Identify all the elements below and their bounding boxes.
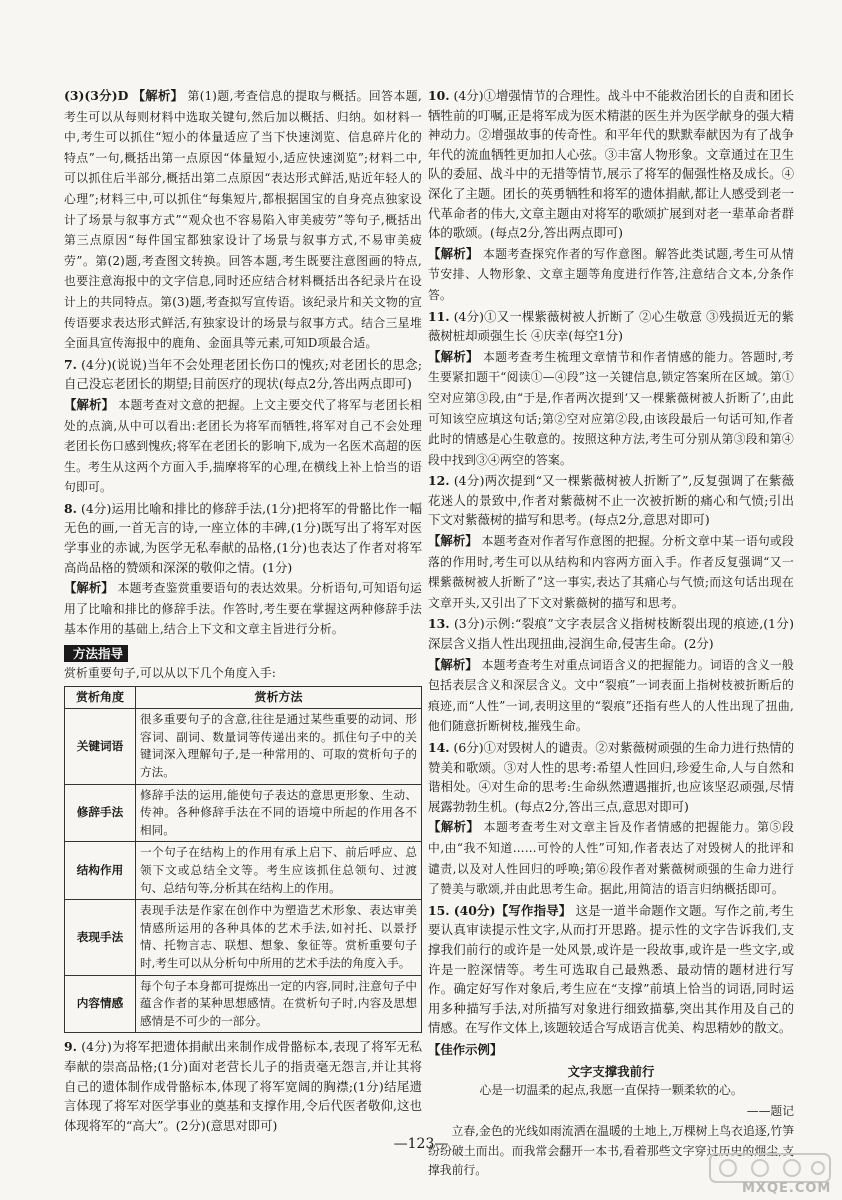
table-header-row (65, 686, 422, 709)
q12-answer (428, 471, 794, 530)
analysis-tag: 【解析】 (428, 656, 478, 672)
row-desc: 一个句子在结构上的作用有承上启下、前后呼应、总领下文或总结全文等。考生应该抓住总领句、过渡句、总结句等,分析其在结构上的作用。 (136, 842, 422, 900)
q7-answer-text: (4分)(说说)当年不会处理老团长伤口的愧疚;对老团长的思念;自己没忘老团长的期望;目前医疗的现状(每点2分,答出两点即可) (64, 356, 422, 392)
q14-answer (428, 738, 794, 816)
table-row (65, 842, 422, 900)
q12-analysis: 本题考查对作者写作意图的把握。分析文章中某一语句或段落的作用时,考生可以从结构和内容两方面入手。作者反复强调“又一棵紫薇树被人折断了”这一事实,表达了其痛心与气愤;而这句话出现在文章开头,又引出了下文对紫薇树的描写和思考。 (428, 534, 794, 610)
watermark-text: MXQE.COM (742, 1181, 832, 1196)
q14-answer-text: (6分)①对毁树人的谴责。②对紫薇树顽强的生命力进行热情的赞美和歌颂。③对人性的思考:希望人性回归,珍爱生命,人与自然和谐相处。④对生命的思考:生命纵然遭遇摧折,也应该坚忍顽强,尽情展露勃勃生机。(每点2分,答出三点,意思对即可) (428, 740, 794, 814)
method-intro: 赏析重要句子,可以从以下几个角度入手: (64, 666, 277, 681)
row-angle: 内容情感 (65, 975, 136, 1033)
q10-answer-text: (4分)①增强情节的合理性。战斗中不能救治团长的自责和团长牺牲前的叮嘱,正是将军成为医术精湛的医生并为医学献身的强大精神动力。②增强故事的传奇性。和平年代的默默奉献因为有了战争年代的流血牺牲更加扣人心弦。③丰富人物形象。文章通过在卫生队的委屈、战斗中的无措等情节,展示了将军的倔强性格及成长。④深化了主题。团长的英勇牺牲和将军的遗体捐献,都让人感受到老一代革命者的伟大,文章主题由对将军的歌颂扩展到对老一辈革命者群体的歌颂。(每点2分,答出两点即可) (428, 88, 794, 241)
essay-body: 立春,金色的光线如雨流洒在温暖的土地上,万棵树上鸟衣追逐,竹笋纷纷破土而出。而我常会翻开一本书,看着那些文字穿过历史的烟尘,支撑我前行。 (428, 1124, 794, 1178)
header-angle: 赏析角度 (65, 686, 136, 709)
q15-answer-head: (40分)【写作指导】 (453, 902, 572, 918)
q8-answer (64, 499, 422, 577)
q11-analysis: 本题考查考生梳理文章情节和作者情感的能力。答题时,考生要紧扣题干“阅读①—④段”这一关键信息,锁定答案所在区域。第①空对应第③段,由“于是,作者两次提到‘又一棵紫薇树被人折断了’,由此可知该空应填这句话;第②空对应第②段,由该段最后一句话可知,作者此时的情感是心生敬意的。按照这种方法,考生可分别从第③段和第④段中找到③④两空的答案。 (428, 349, 795, 467)
q15-answer-text: 这是一道半命题作文题。写作之前,考生要认真审读提示性文字,从而打开思路。提示性的文字告诉我们,支撑我们前行的或许是一处风景,或许是一段故事,或许是一些文字,或许是一腔深情等。考生可选取自己最熟悉、最动情的题材进行写作。确定好写作对象后,考生应在“支撑”前填上恰当的词语,同时运用多种描写手法,对所描写对象进行细致描摹,突出其作用及自己的情感。在写作文体上,该题较适合写成语言优美、构思精妙的散文。 (428, 902, 794, 1036)
q10-analysis: 本题考查探究作者的写作意图。解答此类试题,考生可从情节安排、人物形象、文章主题等角度进行作答,注意结合文本,分条作答。 (428, 246, 795, 302)
q8-number: 8. (64, 500, 77, 516)
example-label: 【佳作示例】 (428, 1041, 503, 1057)
q11-analysis-block (428, 347, 794, 471)
q12-answer-text: (4分)两次提到“又一棵紫薇树被人折断了”,反复强调了在紫薇花迷人的景致中,作者对紫薇树不止一次被折断的痛心和气愤;引出下文对紫薇树的描写和思考。(每点2分,意思对即可) (428, 473, 794, 528)
q9-answer (64, 1037, 422, 1135)
q14-analysis: 本题考查考生对文章主旨及作者情感的把握能力。第⑤段中,由“我不知道……可怜的人性”可知,作者表达了对毁树人的批评和谴责,以及对人性回归的呼唤;第⑥段作者对紫薇树顽强的生命力进行了赞美与歌颂,并由此思考生命。据此,用简洁的语言归纳概括即可。 (428, 820, 794, 897)
analysis-tag: 【解析】 (428, 533, 478, 549)
row-angle: 结构作用 (65, 842, 136, 900)
analysis-tag: 【解析】 (132, 88, 184, 103)
q11-answer-text: (4分)①又一棵紫薇树被人折断了 ②心生敬意 ③残损近无的紫薇树桩却顽强生长 ④庆幸(每空1分) (428, 308, 794, 344)
q11-number: 11. (428, 308, 450, 324)
q13-answer-text: (3分)示例:“裂痕”文字表层含义指树枝断裂出现的痕迹,(1分)深层含义指人性出现扭曲,浸润生命,侵害生命。(2分) (428, 616, 794, 652)
q7-number: 7. (64, 356, 77, 372)
method-table (64, 686, 422, 1034)
q13-analysis-block (428, 655, 794, 737)
q7-analysis: 本题考查对文意的把握。上文主要交代了将军与老团长相处的点滴,从中可以看出:老团长为将军而牺牲,将军对自己不会处理老团长伤口感到愧疚;将军在老团长的影响下,成为一名医术高超的医生。考生从这两个方面入手,揣摩将军的心理,在横线上补上恰当的语句即可。 (64, 397, 422, 495)
q10-analysis-block (428, 244, 794, 306)
essay-epigraph-signature: ——题记 (746, 1103, 794, 1118)
q6-answer-head: (3)(3分)D (64, 88, 129, 103)
row-angle: 关键词语 (65, 709, 136, 784)
q13-analysis: 本题考查考生对重点词语含义的把握能力。词语的含义一般包括表层含义和深层含义。文中“裂痕”一词表面上指树枝被折断后的痕迹,而“人性”一词,表明这里的“裂痕”还指有些人的人性出现了扭曲,他们随意折断树枝,摧残生命。 (428, 657, 794, 734)
q10-number: 10. (428, 88, 450, 103)
header-method: 赏析方法 (136, 686, 422, 709)
q6-analysis: 第(1)题,考查信息的提取与概括。回答本题,考生可以从每则材料中选取关键句,然后加以概括、归纳。如材料一中,考生可以抓住“短小的体量适应了当下快速浏览、信息碎片化的特点”一句,概括出第一点原因“体量短小,适应快速浏览”;材料二中,可以抓住后半部分,概括出第二点原因“表达形式鲜活,贴近年轻人的心理”;材料三中,可以抓住“每集短片,都根据国宝的自身亮点独家设计了场景与叙事方式”“观众也不容易陷入审美疲劳”等句子,概括出第三点原因“每件国宝都独家设计了场景与叙事方式,不易审美疲劳”。第(2)题,考查图文转换。回答本题,考生既要注意图画的特点,也要注意海报中的文字信息,同时还应结合材料概括出各纪录片在设计上的共同特点。第(3)题,考查拟写宣传语。该纪录片和关文物的宣传语要求表达形式鲜活,有独家设计的场景与叙事方式。结合三星堆全面具宣传海报中的鹿角、金面具等元素,可知D项最合适。 (64, 89, 422, 351)
analysis-tag: 【解析】 (64, 396, 115, 412)
page-number: —123— (393, 1136, 449, 1152)
table-row (65, 900, 422, 975)
essay-epigraph: 心是一切温柔的起点,我愿一直保持一颗柔软的心。 (479, 1083, 743, 1098)
q15-answer (428, 901, 794, 1038)
q13-number: 13. (428, 616, 450, 632)
q15-number: 15. (428, 902, 450, 918)
q9-number: 9. (64, 1039, 77, 1055)
analysis-tag: 【解析】 (428, 245, 479, 261)
q6-continuation (64, 86, 422, 354)
q12-number: 12. (428, 473, 450, 489)
q12-analysis-block (428, 531, 794, 613)
q9-answer-text: (4分)为将军把遗体捐献出来制作成骨骼标本,表现了将军无私奉献的崇高品格;(1分)面对老营长儿子的指责毫无怨言,并让其将自己的遗体制作成骨骼标本,体现了将军宽阔的胸襟;(1分)结尾遗言体现了将军对医学事业的奠基和支撑作用,令后代医者敬仰,这也体现将军的“高大”。(2分)(意思对即可) (64, 1039, 422, 1133)
row-desc: 表现手法是作家在创作中为塑造艺术形象、表达审美情感所运用的各种具体的艺术手法,如衬托、以景抒情、托物言志、联想、想象、象征等。赏析重要句子时,考生可以从分析句中所用的艺术手法的角度入手。 (136, 900, 422, 975)
analysis-tag: 【解析】 (64, 580, 114, 596)
q11-answer (428, 307, 794, 346)
table-row (65, 709, 422, 784)
row-desc: 很多重要句子的含意,往往是通过某些重要的动词、形容词、副词、数量词等传递出来的。抓住句子中的关键词深入理解句子,是一种常用的、可取的赏析句子的方法。 (136, 709, 422, 784)
q10-answer (428, 86, 794, 243)
q14-analysis-block (428, 817, 794, 899)
method-guide-label: 方法指导 (64, 645, 128, 662)
row-desc: 修辞手法的运用,能使句子表达的意思更形象、生动、传神。各种修辞手法在不同的语境中所起的作用各不相同。 (136, 784, 422, 842)
q8-analysis: 本题考查鉴赏重要语句的表达效果。分析语句,可知语句运用了比喻和排比的修辞手法。作答时,考生要在掌握这两种修辞手法基本作用的基础上,结合上下文和文章主旨进行分析。 (64, 581, 423, 637)
analysis-tag: 【解析】 (428, 348, 479, 364)
table-row (65, 784, 422, 842)
essay-title: 文字支撑我前行 (567, 1063, 655, 1079)
row-angle: 表现手法 (65, 900, 136, 975)
q8-analysis-block (64, 578, 422, 640)
q8-answer-text: (4分)运用比喻和排比的修辞手法,(1分)把将军的骨骼比作一幅无色的画,一首无言的诗,一座立体的丰碑,(1分)既写出了将军对医学事业的赤诚,为医学无私奉献的品格,(1分)也表达了作者对将军高尚品格的赞颂和深深的敬仰之情。(1分) (64, 500, 422, 575)
q13-answer (428, 614, 794, 653)
left-column (64, 86, 422, 1136)
table-row (65, 975, 422, 1033)
row-angle: 修辞手法 (65, 784, 136, 842)
q7-answer (64, 355, 422, 394)
q7-analysis-block (64, 395, 422, 498)
right-column (428, 86, 794, 1182)
analysis-tag: 【解析】 (428, 819, 480, 835)
q14-number: 14. (428, 740, 450, 755)
row-desc: 每个句子本身都可提炼出一定的内容,同时,注意句子中蕴含作者的某种思想感情。在赏析句子时,内容及思想感情是不可少的一部分。 (136, 975, 422, 1033)
